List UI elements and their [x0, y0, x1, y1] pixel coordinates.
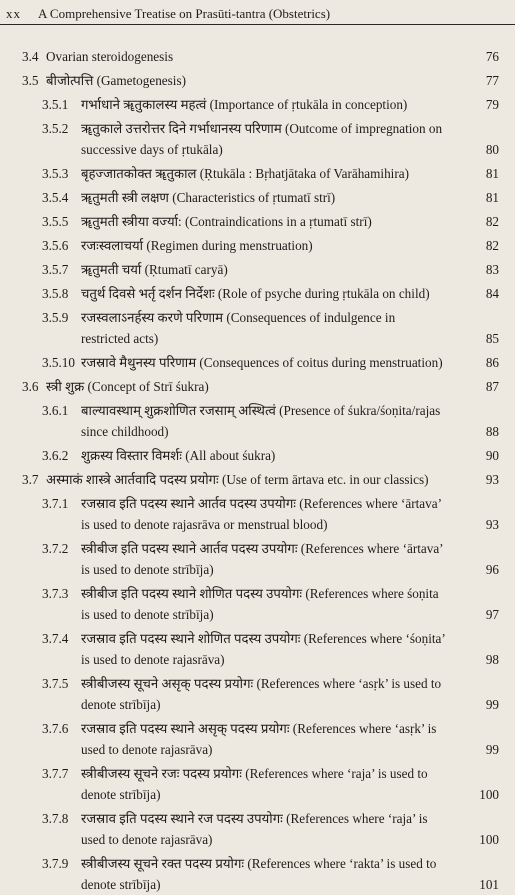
header-rule [0, 24, 515, 25]
toc-subsection-entry [0, 307, 515, 349]
toc-section-entry [0, 469, 515, 490]
entry-title: अस्माकं शास्त्रे आर्तवादि पदस्य प्रयोगः (Use of term ārtava etc. in our classics) [46, 472, 429, 487]
entry-page-number: 84 [485, 286, 499, 301]
entry-title: स्त्रीबीजस्य सूचने असृक् पदस्य प्रयोगः (References where ‘asṛk’ is used to denote strībīja) [81, 676, 442, 712]
entry-number: 3.7.2 [42, 541, 69, 556]
toc-subsection-entry [0, 763, 515, 805]
entry-number: 3.7.4 [42, 631, 69, 646]
entry-page-number: 82 [485, 214, 499, 229]
entry-page-number: 85 [485, 331, 499, 346]
entry-title: गर्भाधाने ॠतुकालस्य महत्वं (Importance of ṛtukāla in conception) [81, 97, 408, 112]
entry-page-number: 83 [485, 262, 499, 277]
header-title: A Comprehensive Treatise on Prasūti-tantra (Obstetrics) [38, 6, 331, 21]
entry-title: रजस्वलाऽनर्हस्य करणे परिणाम (Consequences of indulgence in restricted acts) [81, 310, 396, 346]
entry-title: स्त्रीबीज इति पदस्य स्थाने आर्तव पदस्य उपयोगः (References where ‘ārtava’ is used to denote strībīja) [81, 541, 443, 577]
entry-number: 3.6.2 [42, 448, 69, 463]
entry-title: स्त्रीबीज इति पदस्य स्थाने शोणित पदस्य उपयोगः (References where śoṇita is used to denote strībīja) [81, 586, 439, 622]
entry-page-number: 99 [485, 742, 499, 757]
toc-subsection-entry [0, 187, 515, 208]
entry-page-number: 90 [485, 448, 499, 463]
entry-number: 3.7.6 [42, 721, 69, 736]
entry-title: बाल्यावस्थाम् शुक्रशोणित रजसाम् अस्थित्वं (Presence of śukra/śoṇita/rajas since childhood) [81, 403, 441, 439]
entry-number: 3.6.1 [42, 403, 69, 418]
entry-page-number: 96 [485, 562, 499, 577]
entry-title: शुक्रस्य विस्तार विमर्शः (All about śukra) [81, 448, 276, 463]
entry-number: 3.7 [22, 472, 39, 487]
entry-page-number: 98 [485, 652, 499, 667]
entry-number: 3.7.3 [42, 586, 69, 601]
toc-subsection-entry [0, 400, 515, 442]
toc-subsection-entry [0, 583, 515, 625]
toc-subsection-entry [0, 259, 515, 280]
entry-title: Ovarian steroidogenesis [46, 49, 174, 64]
toc-subsection-entry [0, 235, 515, 256]
entry-title: ॠतुमती स्त्री लक्षण (Characteristics of ṛtumatī strī) [81, 190, 336, 205]
toc-subsection-entry [0, 538, 515, 580]
entry-number: 3.4 [22, 49, 39, 64]
toc-subsection-entry [0, 445, 515, 466]
entry-number: 3.7.7 [42, 766, 69, 781]
toc-subsection-entry [0, 94, 515, 115]
entry-title: ॠतुकाले उत्तरोत्तर दिने गर्भाधानस्य परिणाम (Outcome of impregnation on successive days of ṛtukāla) [81, 121, 443, 157]
entry-title: ॠतुमती चर्या (Ṛtumatī caryā) [81, 262, 228, 277]
entry-title: रजस्रावे मैथुनस्य परिणाम (Consequences of coitus during menstruation) [81, 355, 443, 370]
entry-page-number: 76 [485, 49, 499, 64]
entry-number: 3.5.8 [42, 286, 69, 301]
toc-subsection-entry [0, 163, 515, 184]
entry-number: 3.6 [22, 379, 39, 394]
entry-title: रजःस्वलाचर्या (Regimen during menstruation) [81, 238, 313, 253]
toc-subsection-entry [0, 853, 515, 895]
entry-page-number: 87 [485, 379, 499, 394]
toc-subsection-entry [0, 352, 515, 373]
entry-page-number: 81 [485, 190, 499, 205]
toc-subsection-entry [0, 673, 515, 715]
entry-page-number: 79 [485, 97, 499, 112]
entry-number: 3.7.9 [42, 856, 69, 871]
toc-subsection-entry [0, 808, 515, 850]
entry-page-number: 81 [485, 166, 499, 181]
entry-title: बृहज्जातकोक्त ॠतुकाल (Ṛtukāla : Bṛhatjātaka of Varāhamihira) [81, 166, 409, 181]
entry-page-number: 82 [485, 238, 499, 253]
entry-number: 3.5.9 [42, 310, 69, 325]
entry-number: 3.7.1 [42, 496, 69, 511]
entry-number: 3.5.3 [42, 166, 69, 181]
toc-subsection-entry [0, 628, 515, 670]
toc-subsection-entry [0, 718, 515, 760]
entry-number: 3.5.5 [42, 214, 69, 229]
entry-title: स्त्रीबीजस्य सूचने रजः पदस्य प्रयोगः (References where ‘raja’ is used to denote strībīja) [81, 766, 428, 802]
toc-subsection-entry [0, 493, 515, 535]
entry-page-number: 100 [479, 832, 499, 847]
entry-page-number: 99 [485, 697, 499, 712]
entry-page-number: 97 [485, 607, 499, 622]
entry-page-number: 93 [485, 517, 499, 532]
entry-page-number: 77 [485, 73, 499, 88]
entry-number: 3.5.1 [42, 97, 69, 112]
entry-number: 3.5.2 [42, 121, 69, 136]
toc-section-entry [0, 376, 515, 397]
entry-number: 3.7.8 [42, 811, 69, 826]
entry-page-number: 86 [485, 355, 499, 370]
table-of-contents [0, 46, 515, 895]
running-header [4, 4, 511, 24]
toc-subsection-entry [0, 211, 515, 232]
toc-section-entry [0, 46, 515, 67]
toc-subsection-entry [0, 283, 515, 304]
entry-title: स्त्रीबीजस्य सूचने रक्त पदस्य प्रयोगः (References where ‘rakta’ is used to denote strībīja) [81, 856, 437, 892]
entry-number: 3.7.5 [42, 676, 69, 691]
entry-title: रजस्राव इति पदस्य स्थाने रज पदस्य उपयोगः (References where ‘raja’ is used to denote rajasrāva) [81, 811, 428, 847]
entry-title: रजस्राव इति पदस्य स्थाने शोणित पदस्य उपयोगः (References where ‘śoṇita’ is used to denote rajasrāva) [81, 631, 445, 667]
entry-title: बीजोत्पत्ति (Gametogenesis) [46, 73, 186, 88]
entry-page-number: 88 [485, 424, 499, 439]
entry-title: रजस्राव इति पदस्य स्थाने असृक् पदस्य प्रयोगः (References where ‘asṛk’ is used to denote rajasrāva) [81, 721, 437, 757]
entry-number: 3.5.6 [42, 238, 69, 253]
entry-page-number: 80 [485, 142, 499, 157]
entry-number: 3.5 [22, 73, 39, 88]
entry-page-number: 100 [479, 787, 499, 802]
toc-section-entry [0, 70, 515, 91]
entry-page-number: 101 [479, 877, 499, 892]
entry-title: ॠतुमती स्त्रीया वर्ज्या: (Contraindications in a ṛtumatī strī) [81, 214, 372, 229]
entry-page-number: 93 [485, 472, 499, 487]
header-page-number: xx [6, 6, 21, 21]
entry-number: 3.5.10 [42, 355, 75, 370]
entry-title: स्त्री शुक्र (Concept of Strī śukra) [46, 379, 209, 394]
entry-number: 3.5.7 [42, 262, 69, 277]
entry-title: रजस्राव इति पदस्य स्थाने आर्तव पदस्य उपयोगः (References where ‘ārtava’ is used to denote rajasrāva or menstrual blood) [81, 496, 442, 532]
toc-subsection-entry [0, 118, 515, 160]
entry-number: 3.5.4 [42, 190, 69, 205]
entry-title: चतुर्थ दिवसे भर्तृ दर्शन निर्देशः (Role of psyche during ṛtukāla on child) [81, 286, 430, 301]
